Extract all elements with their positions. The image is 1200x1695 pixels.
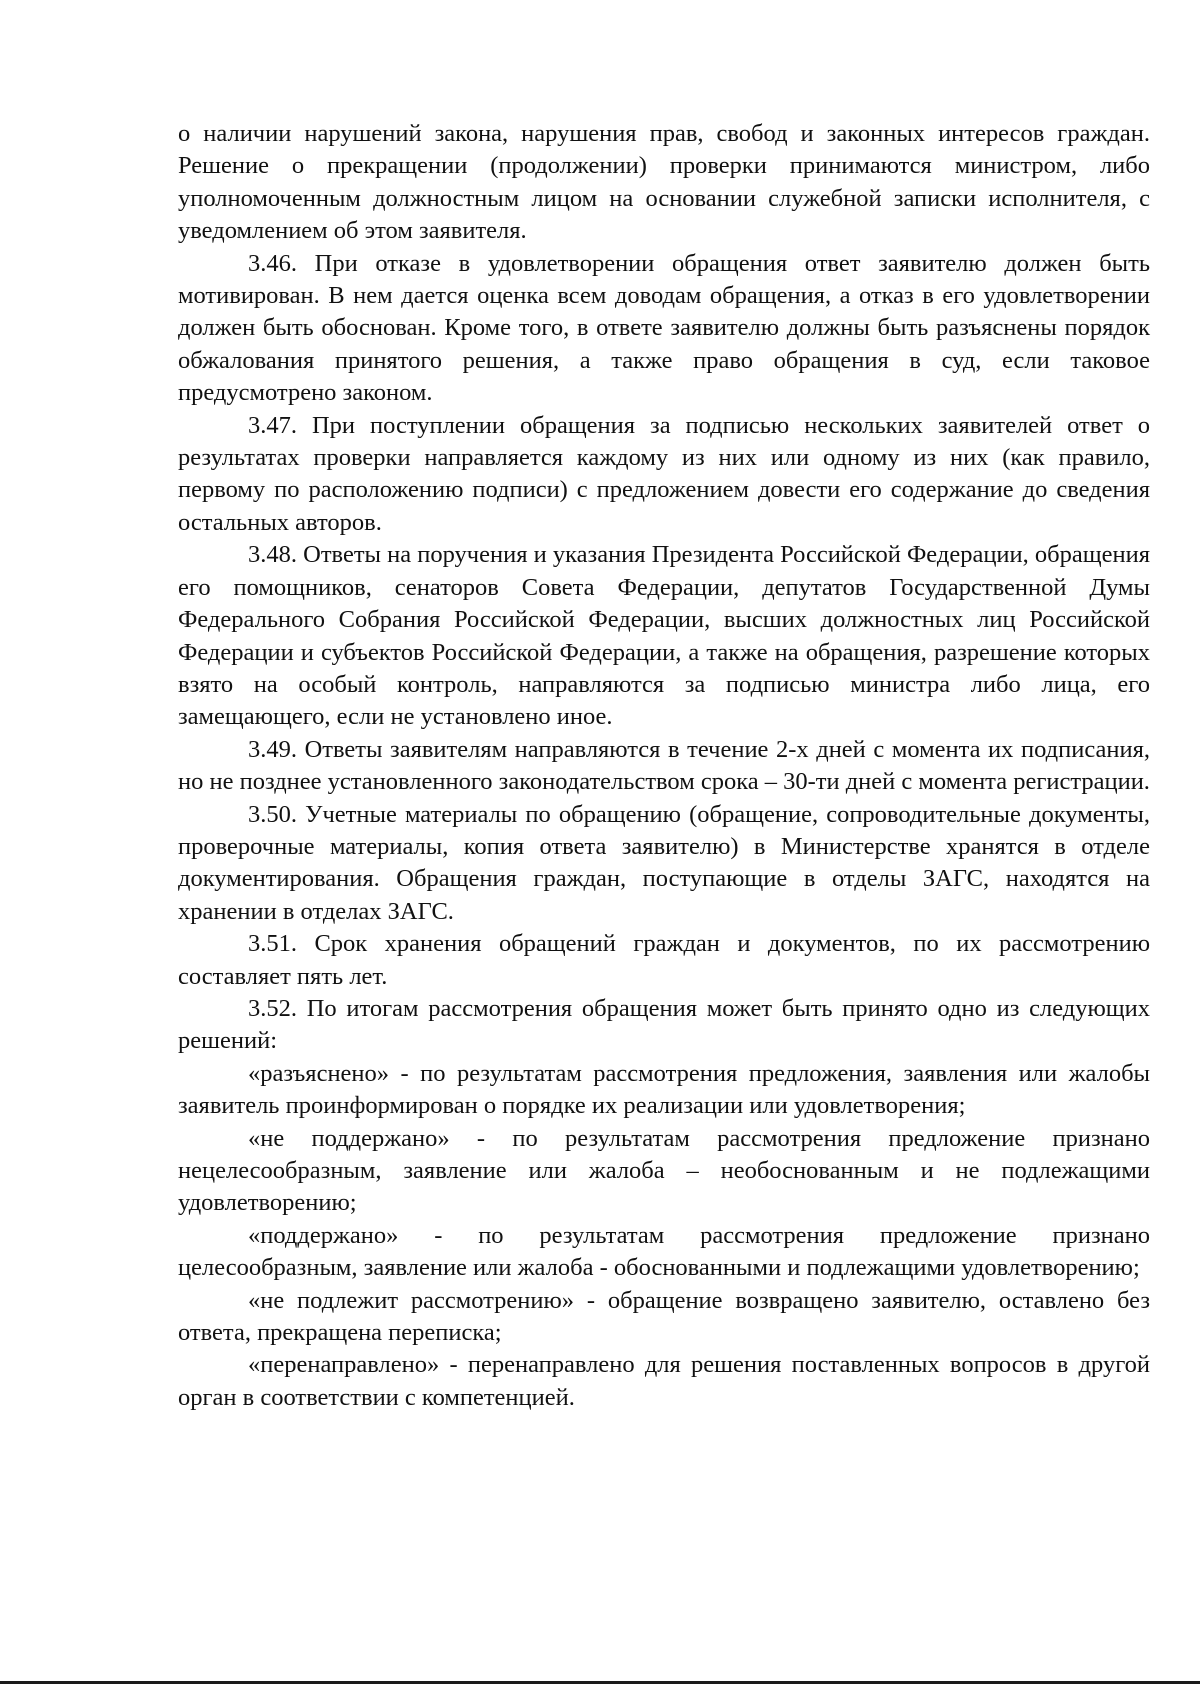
paragraph-3-52: 3.52. По итогам рассмотрения обращения может быть принято одно из следующих решений: (178, 994, 1150, 1055)
decision-not-supported: «не поддержано» - по результатам рассмотрения предложение признано нецелесообразным, заявление или жалоба – необоснованным и не подлежащими удовлетворению; (178, 1124, 1150, 1217)
decision-clarified: «разъяснено» - по результатам рассмотрения предложения, заявления или жалобы заявитель проинформирован о порядке их реализации или удовлетворения; (178, 1059, 1150, 1120)
paragraph-3-49: 3.49. Ответы заявителям направляются в течение 2-х дней с момента их подписания, но не позднее установленного законодательством срока – 30-ти дней с момента регистрации. (178, 735, 1150, 796)
decision-not-subject: «не подлежит рассмотрению» - обращение возвращено заявителю, оставлено без ответа, прекращена переписка; (178, 1286, 1150, 1347)
paragraph-3-50: 3.50. Учетные материалы по обращению (обращение, сопроводительные документы, проверочные материалы, копия ответа заявителю) в Министерстве хранятся в отделе документирования. Обращения граждан, поступающие в отделы ЗАГС, находятся на хранении в отделах ЗАГС. (178, 800, 1150, 925)
decision-supported: «поддержано» - по результатам рассмотрения предложение признано целесообразным, заявление или жалоба - обоснованными и подлежащими удовлетворению; (178, 1221, 1150, 1282)
paragraph-3-46: 3.46. При отказе в удовлетворении обращения ответ заявителю должен быть мотивирован. В нем дается оценка всем доводам обращения, а отказ в его удовлетворении должен быть обоснован. Кроме того, в ответе заявителю должны быть разъяснены порядок обжалования принятого решения, а также право обращения в суд, если таковое предусмотрено законом. (178, 249, 1150, 407)
paragraph-3-51: 3.51. Срок хранения обращений граждан и документов, по их рассмотрению составляет пять лет. (178, 930, 1150, 990)
decision-redirected: «перенаправлено» - перенаправлено для решения поставленных вопросов в другой орган в соответствии с компетенцией. (178, 1351, 1150, 1411)
paragraph-continuation: о наличии нарушений закона, нарушения прав, свобод и законных интересов граждан. Решение о прекращении (продолжении) проверки принимаются министром, либо уполномоченным должностным лицом на основании служебной записки исполнителя, с уведомлением об этом заявителя. (178, 120, 1150, 245)
paragraph-3-47: 3.47. При поступлении обращения за подписью нескольких заявителей ответ о результатах проверки направляется каждому из них или одному из них (как правило, первому по расположению подписи) с предложением довести его содержание до сведения остальных авторов. (178, 411, 1150, 536)
bottom-scan-edge-line (0, 1681, 1200, 1684)
document-body (178, 118, 1150, 1414)
paragraph-3-48: 3.48. Ответы на поручения и указания Президента Российской Федерации, обращения его помощников, сенаторов Совета Федерации, депутатов Государственной Думы Федерального Собрания Российской Федерации, высших должностных лиц Российской Федерации и субъектов Российской Федерации, а также на обращения, разрешение которых взято на особый контроль, направляются за подписью министра либо лица, его замещающего, если не установлено иное. (178, 541, 1150, 731)
